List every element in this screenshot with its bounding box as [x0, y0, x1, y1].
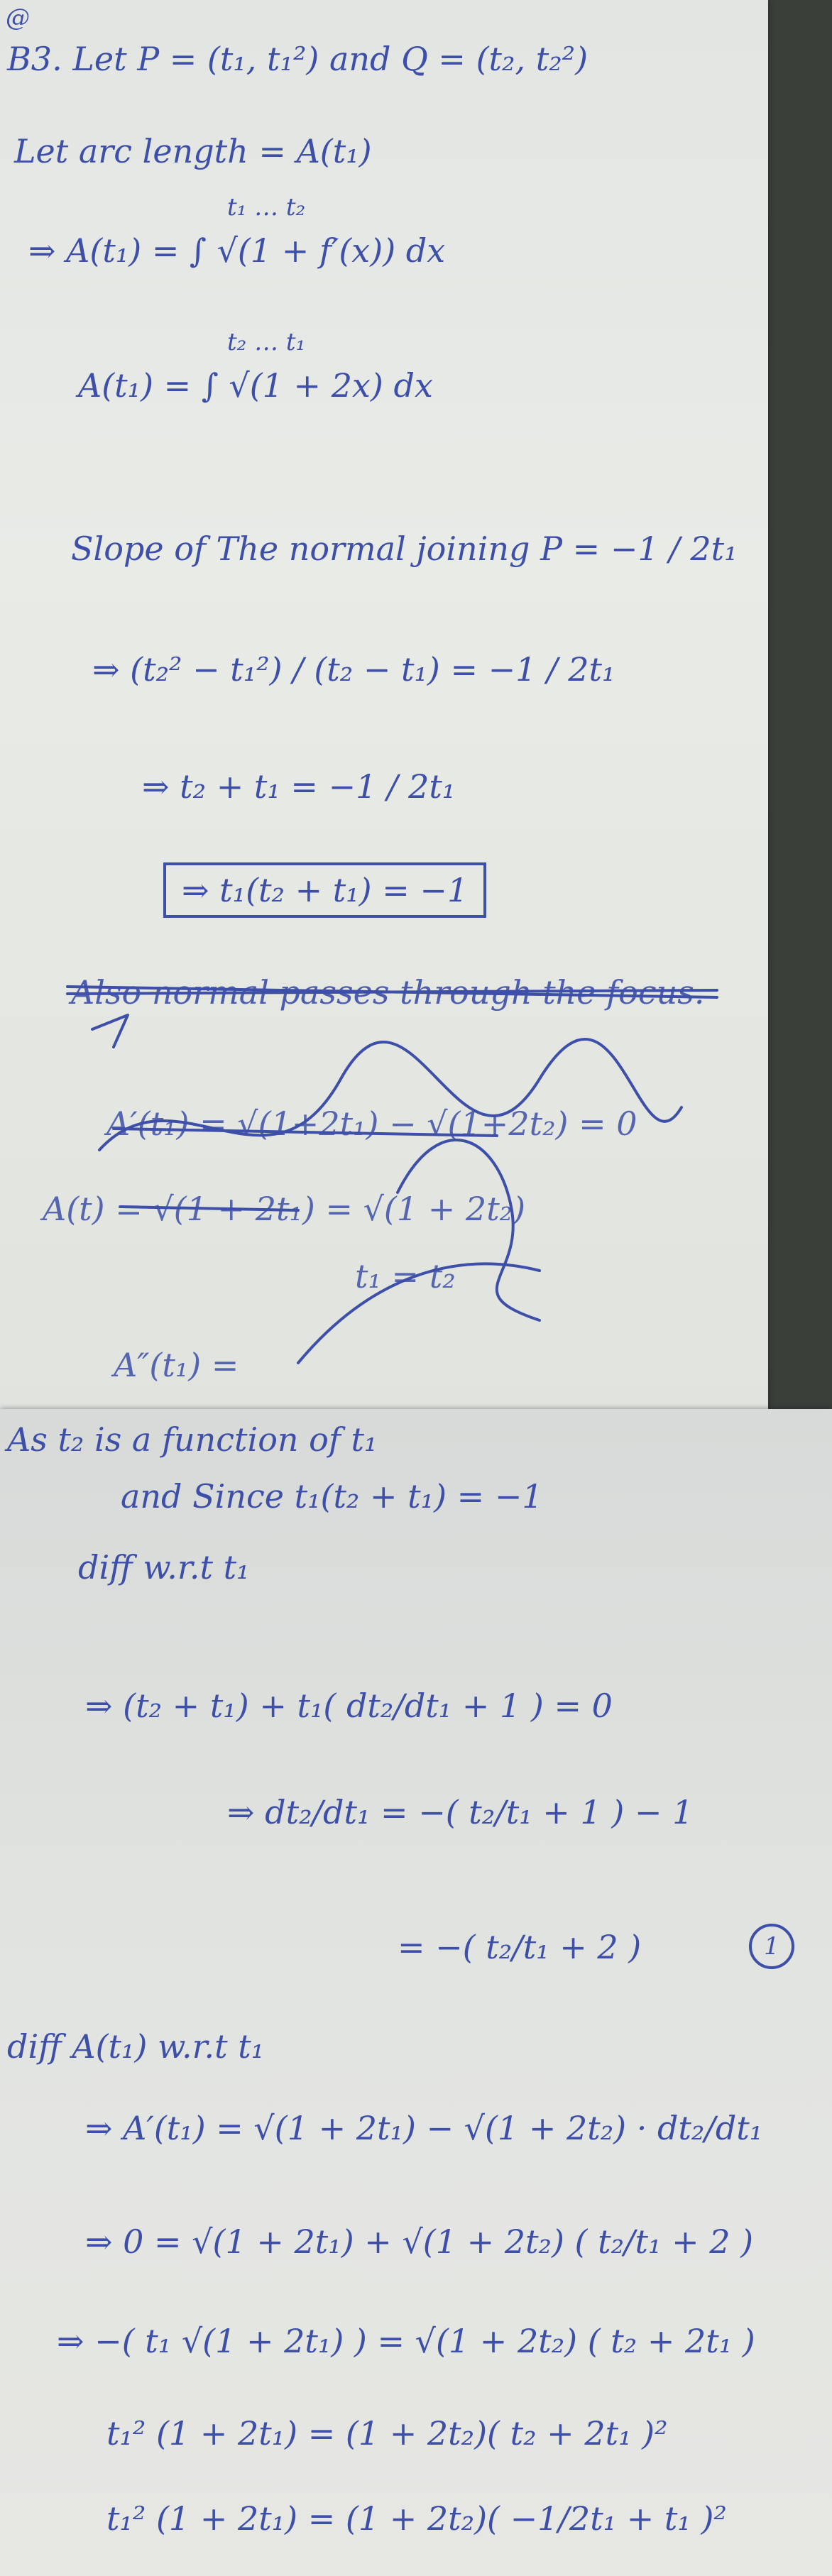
zero-equation: ⇒ 0 = √(1 + 2t₁) + √(1 + 2t₂) ( t₂/t₁ + 2 ) [85, 2223, 754, 2261]
derivative-equation-1: ⇒ (t₂ + t₁) + t₁( dt₂/dt₁ + 1 ) = 0 [85, 1687, 613, 1725]
constraint-statement: and Since t₁(t₂ + t₁) = −1 [121, 1477, 543, 1516]
dt2-dt1-simplified: = −( t₂/t₁ + 2 ) [398, 1928, 642, 1966]
notebook-page-bottom [0, 1409, 832, 2576]
arc-length-definition: Let arc length = A(t₁) [14, 132, 372, 170]
crossed-line-second-derivative: A″(t₁) = [114, 1346, 239, 1384]
squared-equation: t₁² (1 + 2t₁) = (1 + 2t₂)( t₂ + 2t₁ )² [106, 2414, 668, 2452]
corner-mark: @ [6, 4, 30, 32]
crossed-line-focus: Also normal passes through the focus. [71, 973, 705, 1012]
rearranged-equation: ⇒ −( t₁ √(1 + 2t₁) ) = √(1 + 2t₂) ( t₂ + 2t₁ ) [57, 2322, 755, 2360]
differentiate-label-2: diff A(t₁) w.r.t t₁ [7, 2027, 265, 2066]
substituted-equation: t₁² (1 + 2t₁) = (1 + 2t₂)( −1/2t₁ + t₁ )² [106, 2499, 727, 2538]
arc-integral-general: ⇒ A(t₁) = ∫ √(1 + f′(x)) dx [28, 231, 446, 270]
sum-relation: ⇒ t₂ + t₁ = −1 / 2t₁ [142, 767, 456, 806]
slope-of-normal: Slope of The normal joining P = −1 / 2t₁ [71, 530, 738, 568]
crossed-line-derivative: A′(t₁) = √(1+2t₁) − √(1+2t₂) = 0 [106, 1105, 637, 1143]
arc-integral-specific: A(t₁) = ∫ √(1 + 2x) dx [78, 366, 433, 405]
a-prime-expression: ⇒ A′(t₁) = √(1 + 2t₁) − √(1 + 2t₂) · dt₂/dt₁ [85, 2109, 763, 2147]
question-statement: B3. Let P = (t₁, t₁²) and Q = (t₂, t₂²) [7, 40, 589, 78]
function-statement: As t₂ is a function of t₁ [7, 1420, 378, 1459]
integral2-limits: t₂ … t₁ [227, 328, 306, 356]
crossed-line-equality: A(t) = √(1 + 2t₁) = √(1 + 2t₂) [43, 1190, 526, 1228]
dt2-dt1-expression: ⇒ dt₂/dt₁ = −( t₂/t₁ + 1 ) − 1 [227, 1793, 694, 1831]
integral1-limits: t₁ … t₂ [227, 193, 306, 221]
crossed-line-t-equal: t₁ = t₂ [355, 1257, 456, 1295]
boxed-result: ⇒ t₁(t₂ + t₁) = −1 [163, 862, 486, 918]
slope-equation: ⇒ (t₂² − t₁²) / (t₂ − t₁) = −1 / 2t₁ [92, 650, 615, 689]
equation-tag-1: 1 [749, 1924, 794, 1969]
differentiate-label-1: diff w.r.t t₁ [78, 1548, 250, 1586]
